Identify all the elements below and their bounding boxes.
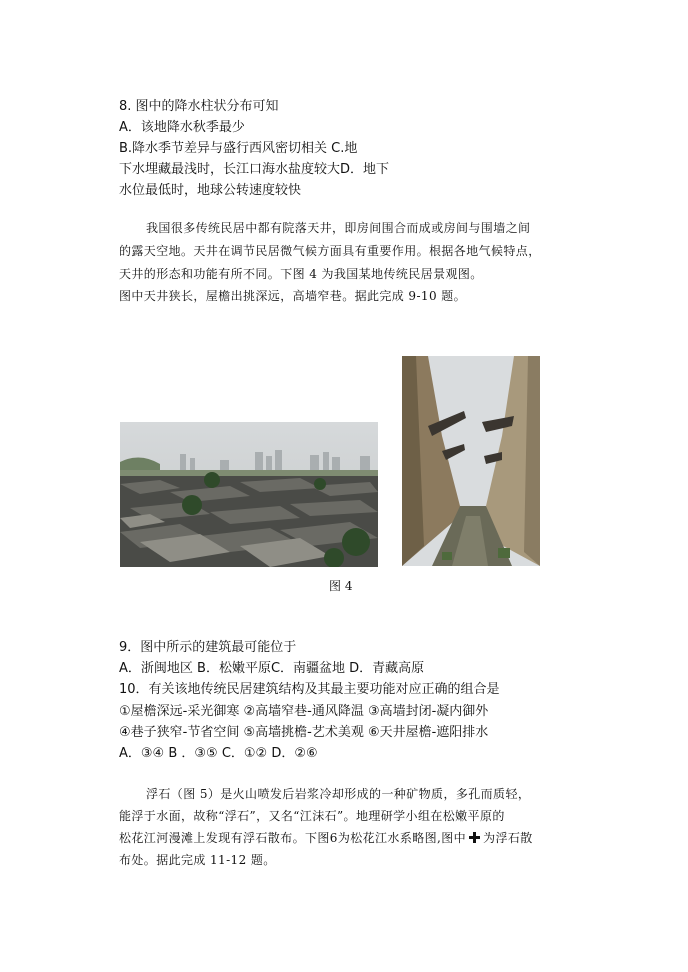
passage1-line4: 图中天井狭长，屋檐出挑深远，高墙窄巷。据此完成 9-10 题。 <box>119 289 466 303</box>
q10-options-row2: ④巷子狭窄-节省空间 ⑤高墙挑檐-艺术美观 ⑥天井屋檐-遮阳排水 <box>119 725 489 740</box>
passage2-line3-text-before: 松花江河漫滩上发现有浮石散布。下图6为松花江水系略图,图中 <box>119 831 467 845</box>
q10-answer-options: A．③④ B ．③⑤ C．①② D．②⑥ <box>119 746 318 761</box>
passage2-line1: 浮石（图 5）是火山喷发后岩浆冷却形成的一种矿物质，多孔而质轻， <box>146 787 531 801</box>
aerial-old-town-photo <box>120 422 378 567</box>
passage2-line4: 布处。据此完成 11-12 题。 <box>119 853 276 867</box>
q8-line-a: A．该地降水秋季最少 <box>119 120 245 135</box>
cross-marker-icon <box>469 832 480 843</box>
passage1-line1: 我国很多传统民居中都有院落天井，即房间围合而成或房间与围墙之间 <box>146 221 531 235</box>
q8-line-c: 下水埋藏最浅时，长江口海水盐度较大D．地下 <box>119 162 390 177</box>
q9-stem: 9．图中所示的建筑最可能位于 <box>119 640 297 655</box>
q8-line-b: B.降水季节差异与盛行西风密切相关 C.地 <box>119 141 358 156</box>
narrow-alley-photo <box>402 356 540 566</box>
q10-stem: 10．有关该地传统民居建筑结构及其最主要功能对应正确的组合是 <box>119 682 500 697</box>
q10-options-row1: ①屋檐深远-采光御寒 ②高墙窄巷-通风降温 ③高墙封闭-凝内御外 <box>119 704 489 719</box>
q8-stem: 8. 图中的降水柱状分布可知 <box>119 99 279 114</box>
passage2-line3 <box>119 832 533 844</box>
passage2-line3-text-after: 为浮石散 <box>483 831 533 845</box>
passage2-line2: 能浮于水面，故称“浮石”，又名“江沫石”。地理研学小组在松嫩平原的 <box>119 809 505 823</box>
q9-options: A．浙闽地区 B．松嫩平原C．南疆盆地 D．青藏高原 <box>119 661 425 676</box>
figure4-caption: 图 4 <box>329 579 353 593</box>
passage1-line2: 的露天空地。天井在调节民居微气候方面具有重要作用。根据各地气候特点， <box>119 244 541 258</box>
q8-line-d: 水位最低时，地球公转速度较快 <box>119 183 302 198</box>
passage1-line3: 天井的形态和功能有所不同。下图 4 为我国某地传统民居景观图。 <box>119 267 483 281</box>
